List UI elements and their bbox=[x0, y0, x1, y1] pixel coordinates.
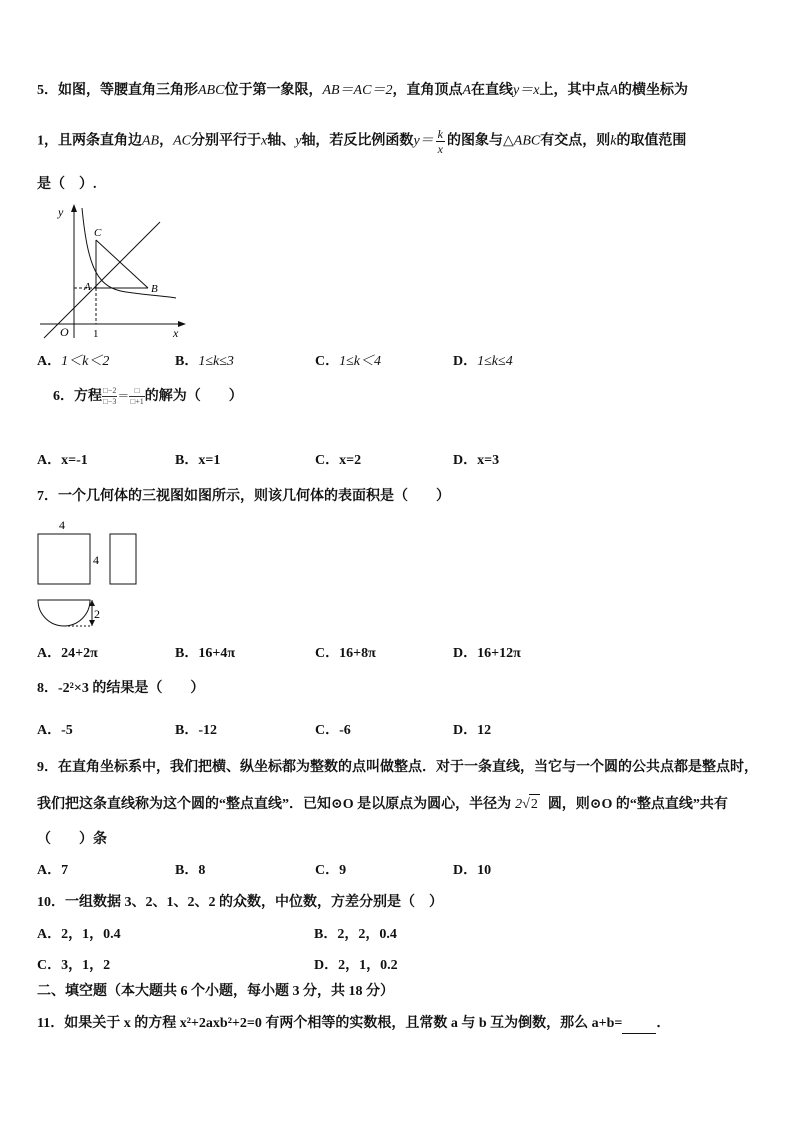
q5-option-d[interactable]: D．1≤k≤4 bbox=[453, 354, 513, 369]
q9-option-d[interactable]: D．10 bbox=[453, 863, 492, 878]
q7-three-views-figure bbox=[34, 516, 144, 632]
section-2-title: 二、填空题（本大题共 6 个小题，每小题 3 分，共 18 分） bbox=[37, 984, 394, 999]
front-width-label: 4 bbox=[59, 518, 65, 532]
front-view-square bbox=[38, 534, 90, 584]
q8-option-d[interactable]: D．12 bbox=[453, 723, 492, 738]
q5-line-1: 5．如图，等腰直角三角形ABC位于第一象限，AB＝AC＝2，直角顶点A在直线y＝x上，其中点A的横坐标为 bbox=[37, 83, 689, 98]
q9-line-1: 9．在直角坐标系中，我们把横、纵坐标都为整数的点叫做整点．对于一条直线，当它与一个圆的公共点都是整点时， bbox=[37, 760, 758, 775]
triangle-side-bc bbox=[96, 240, 148, 288]
point-a-label: A bbox=[84, 281, 91, 293]
q7-stem: 7．一个几何体的三视图如图所示，则该几何体的表面积是（ ） bbox=[37, 489, 450, 504]
x-axis-arrow bbox=[178, 321, 186, 327]
q8-option-a[interactable]: A．-5 bbox=[37, 723, 73, 738]
point-c-label: C bbox=[94, 227, 102, 239]
tick-label-1: 1 bbox=[93, 328, 99, 340]
top-view-semicircle bbox=[38, 600, 90, 626]
point-b-label: B bbox=[151, 283, 158, 295]
q10-option-b[interactable]: B．2，2，0.4 bbox=[314, 927, 397, 942]
q8-option-b[interactable]: B．-12 bbox=[175, 723, 217, 738]
q6-option-a[interactable]: A．x=-1 bbox=[37, 453, 88, 468]
q9-line-2: 我们把这条直线称为这个圆的“整点直线”．已知⊙O 是以原点为圆心，半径为 2√2 圆，则⊙O 的“整点直线”共有 bbox=[37, 794, 728, 815]
q8-option-c[interactable]: C．-6 bbox=[315, 723, 351, 738]
q5-option-c[interactable]: C．1≤k＜4 bbox=[315, 354, 382, 369]
q5-graph-figure bbox=[36, 200, 188, 342]
q5-option-a[interactable]: A．1＜k＜2 bbox=[37, 354, 110, 369]
q5-option-b[interactable]: B．1≤k≤3 bbox=[175, 354, 234, 369]
q10-option-c[interactable]: C．3，1，2 bbox=[37, 958, 111, 973]
origin-label: O bbox=[60, 325, 69, 339]
sqrt-symbol: √ bbox=[522, 797, 530, 812]
q11-stem: 11．如果关于 x 的方程 x²+2axb²+2=0 有两个相等的实数根，且常数 a 与 b 互为倒数，那么 a+b= ． bbox=[37, 1014, 670, 1034]
q7-option-d[interactable]: D．16+12π bbox=[453, 646, 521, 661]
q5-line-2: 1，且两条直角边AB，AC分别平行于x轴、y轴，若反比例函数y＝ $\frac{k}{x}$ 的图象与△ABC有交点，则k的取值范围 bbox=[37, 127, 687, 156]
k-over-x-fraction: $\frac{k}{x}$ bbox=[437, 127, 443, 156]
q6-option-d[interactable]: D．x=3 bbox=[453, 453, 500, 468]
q6-option-b[interactable]: B．x=1 bbox=[175, 453, 221, 468]
y-axis-arrow bbox=[71, 204, 77, 212]
q9-option-c[interactable]: C．9 bbox=[315, 863, 347, 878]
q6-stem: 6．方程 $\frac{□-2}{□-3}$ ＝ □ □+1 的解为（ ） bbox=[53, 386, 243, 407]
q10-option-a[interactable]: A．2，1，0.4 bbox=[37, 927, 121, 942]
q9-option-b[interactable]: B．8 bbox=[175, 863, 206, 878]
q8-stem: 8．-2²×3 的结果是（ ） bbox=[37, 681, 205, 696]
sqrt-coefficient: 2 bbox=[515, 797, 523, 812]
front-height-label: 4 bbox=[93, 553, 99, 567]
q6-option-c[interactable]: C．x=2 bbox=[315, 453, 362, 468]
q10-stem: 10．一组数据 3、2、1、2、2 的众数，中位数，方差分别是（ ） bbox=[37, 895, 443, 910]
side-view-rectangle bbox=[110, 534, 136, 584]
radius-label: 2 bbox=[94, 607, 100, 621]
q5-line-3: 是（ ）. bbox=[37, 177, 97, 192]
y-axis-label: y bbox=[58, 205, 64, 219]
q6-fraction-right: □ □+1 bbox=[130, 386, 144, 407]
q10-option-d[interactable]: D．2，1，0.2 bbox=[314, 958, 398, 973]
q7-option-b[interactable]: B．16+4π bbox=[175, 646, 235, 661]
q7-option-a[interactable]: A．24+2π bbox=[37, 646, 98, 661]
x-axis-label: x bbox=[173, 326, 179, 340]
answer-blank[interactable] bbox=[622, 1019, 656, 1034]
q9-line-3: （ ）条 bbox=[37, 832, 107, 847]
q6-fraction-left: $\frac{□-2}{□-3}$ bbox=[103, 386, 117, 407]
q7-option-c[interactable]: C．16+8π bbox=[315, 646, 376, 661]
q9-option-a[interactable]: A．7 bbox=[37, 863, 69, 878]
